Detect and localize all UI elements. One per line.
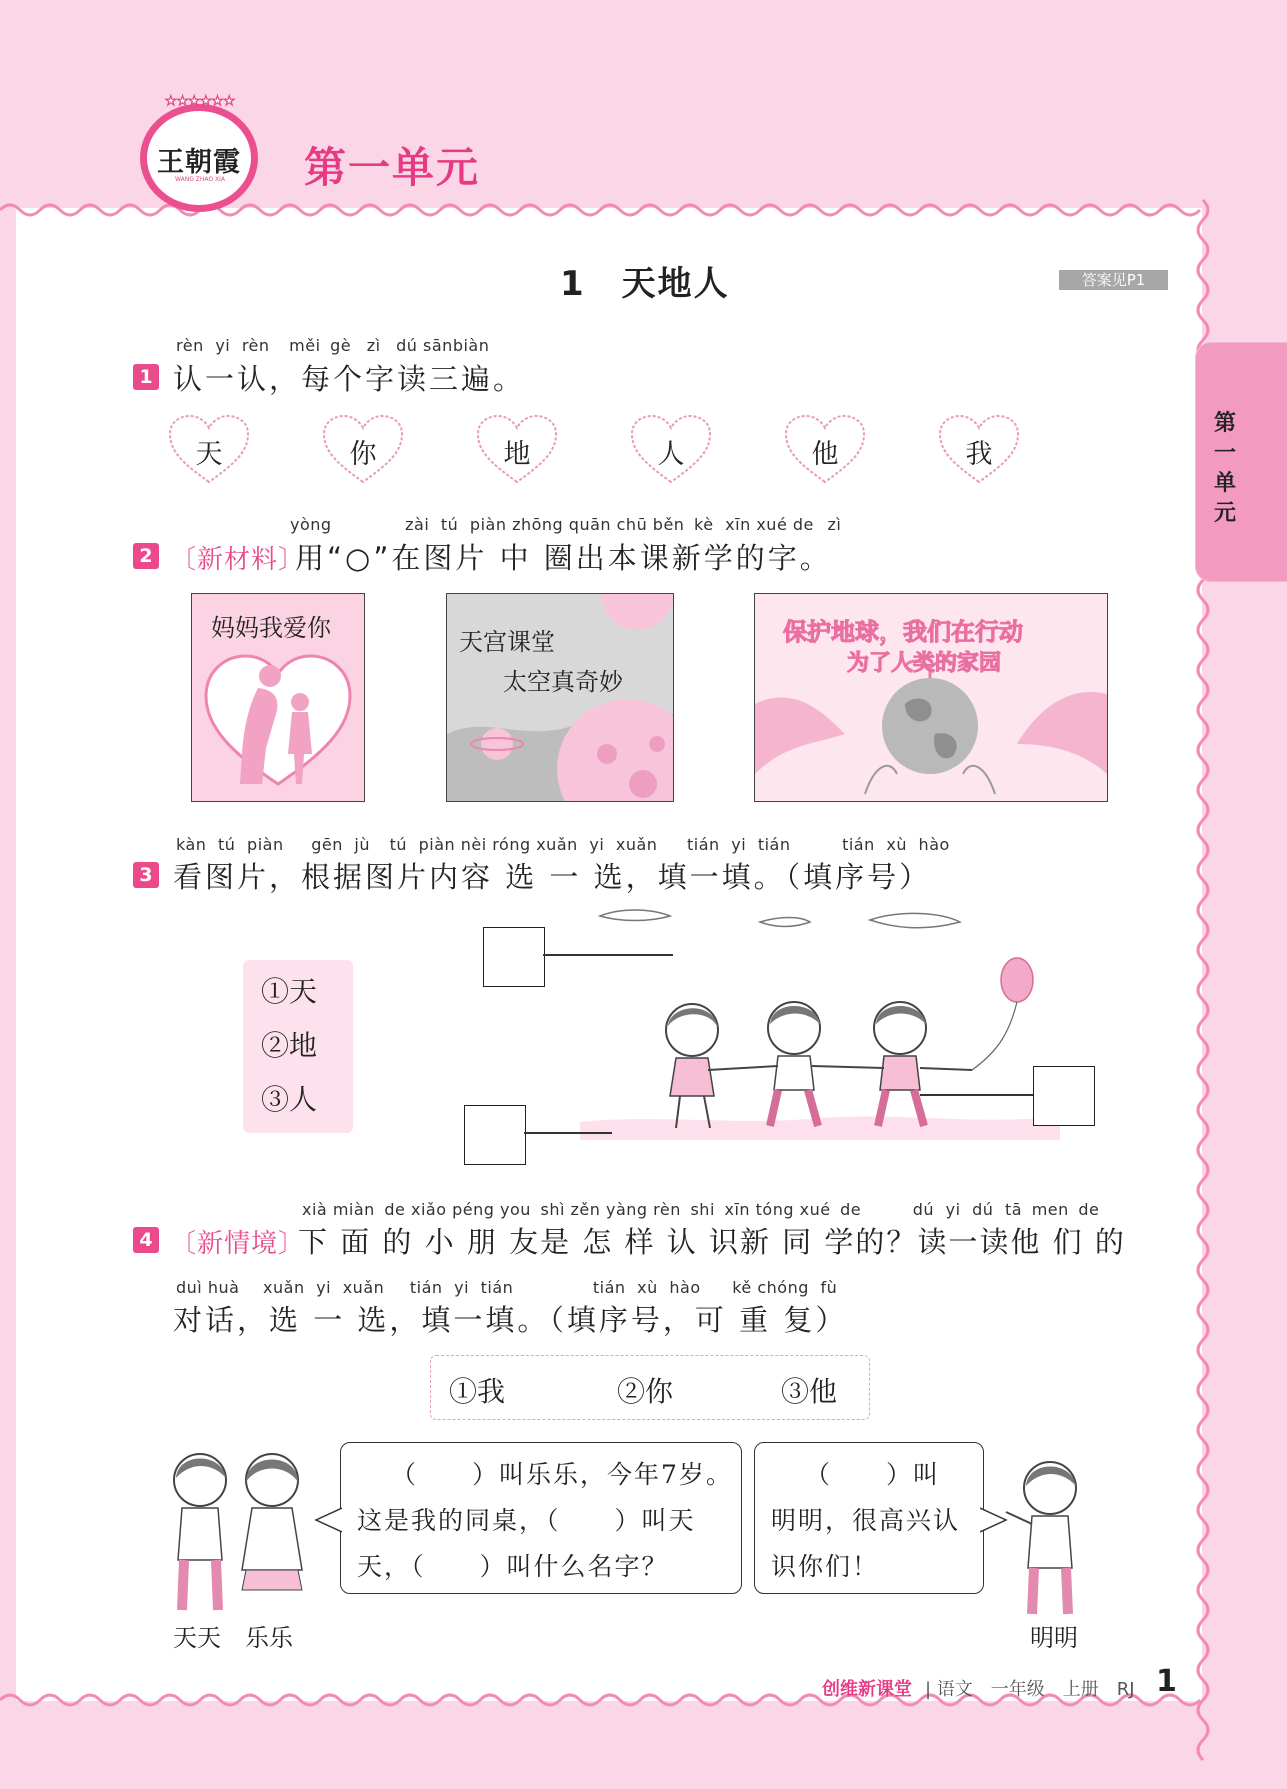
choice-wo: ①我 xyxy=(449,1375,506,1408)
choice-box xyxy=(430,1355,870,1420)
heart-char: 我 xyxy=(965,439,993,470)
choice-ni: ②你 xyxy=(617,1375,674,1408)
heart-char: 天 xyxy=(195,439,223,470)
heart-card xyxy=(320,412,406,486)
picture-line-2: 太空真奇妙 xyxy=(503,668,623,696)
page-number: 1 xyxy=(1156,1664,1177,1699)
picture-protect-earth xyxy=(754,593,1108,802)
heart-char: 他 xyxy=(811,439,839,470)
q3-text: 看图片，根据图片内容 选 一 选，填一填。（填序号） xyxy=(173,860,932,894)
side-tab xyxy=(1195,342,1287,582)
q1-text: 认一认，每个字读三遍。 xyxy=(173,362,526,396)
q2-pinyin: yòng zài tú piàn zhōng quān chū běn kè xīn xué de zì xyxy=(290,515,842,534)
heart-card xyxy=(474,412,560,486)
answer-box-person[interactable] xyxy=(1033,1066,1095,1126)
q2-number: 2 xyxy=(133,543,159,569)
q4-pinyin-line1: xià miàn de xiǎo péng you shì zěn yàng rèn shi xīn tóng xué de dú yi dú tā men de xyxy=(302,1200,1100,1219)
mother-child-illustration xyxy=(200,644,356,794)
options-box xyxy=(243,960,353,1133)
pointer-line-ground xyxy=(524,1132,612,1134)
picture-space-class xyxy=(446,593,674,802)
lesson-title: 1 天地人 xyxy=(560,264,730,304)
mingming-illustration xyxy=(996,1448,1096,1618)
picture-caption: 妈妈我爱你 xyxy=(211,614,331,642)
bubble-right-line-1: （ ）叫 xyxy=(805,1460,941,1489)
footer-brand: 创维新课堂 xyxy=(822,1679,912,1700)
bubble-right-line-3: 识你们！ xyxy=(771,1552,880,1581)
q1-pinyin: rèn yi rèn měi gè zì dú sānbiàn xyxy=(176,336,490,355)
q4-number: 4 xyxy=(133,1227,159,1253)
q4-pinyin-line2: duì huà xuǎn yi xuǎn tián yi tián tián xù hào kě chóng fù xyxy=(176,1278,838,1297)
bubble-left-line-1: （ ）叫乐乐，今年7岁。 xyxy=(391,1460,733,1489)
logo-stars: ★★★★★★ xyxy=(165,94,235,109)
heart-char: 你 xyxy=(349,439,377,470)
heart-card xyxy=(628,412,714,486)
heart-card xyxy=(166,412,252,486)
picture-line-1: 天宫课堂 xyxy=(459,628,555,656)
name-mingming: 明明 xyxy=(1030,1624,1078,1652)
unit-title: 第一单元 xyxy=(304,143,481,192)
bubble-right-line-2: 明明，很高兴认 xyxy=(771,1506,961,1535)
picture-line-1: 保护地球，我们在行动 xyxy=(783,618,1023,646)
answer-box-ground[interactable] xyxy=(464,1105,526,1165)
option-di: ②地 xyxy=(261,1029,318,1062)
children-scene-illustration xyxy=(580,900,1100,1160)
bubble-left-tail xyxy=(314,1506,342,1534)
q4-text-line2: 对话，选 一 选，填一填。（填序号，可 重 复） xyxy=(173,1303,848,1337)
logo-subtitle: WANG ZHAO XIA xyxy=(175,176,225,183)
q2-tag: 〔新材料〕 xyxy=(170,545,306,575)
heart-card xyxy=(782,412,868,486)
option-tian: ①天 xyxy=(261,975,318,1008)
side-tab-label: 第一单元 xyxy=(1214,411,1237,526)
q3-pinyin: kàn tú piàn gēn jù tú piàn nèi róng xuǎn yi xuǎn tián yi tián tián xù hào xyxy=(176,835,950,854)
pointer-line-person xyxy=(920,1094,1033,1096)
q4-tag: 〔新情境〕 xyxy=(170,1229,306,1259)
q4-text-line1: 下 面 的 小 朋 友是 怎 样 认 识新 同 学的？读一读他 们 的 xyxy=(298,1225,1126,1259)
heart-card xyxy=(936,412,1022,486)
heart-char: 地 xyxy=(503,439,531,470)
picture-line-2: 为了人类的家园 xyxy=(847,651,1002,676)
heart-char: 人 xyxy=(657,439,685,470)
picture-mother-love xyxy=(191,593,365,802)
footer-details: | 语文 一年级 上册 RJ xyxy=(925,1679,1135,1700)
answer-reference: 答案见P1 xyxy=(1059,270,1168,290)
bubble-left-line-2: 这是我的同桌，（ ）叫天 xyxy=(357,1506,696,1535)
option-ren: ③人 xyxy=(261,1083,318,1116)
bubble-left-line-3: 天，（ ）叫什么名字？ xyxy=(357,1552,669,1581)
q2-text: 用“○”在图片 中 圈出本课新学的字。 xyxy=(295,541,832,575)
name-tiantian-lele: 天天 乐乐 xyxy=(173,1624,293,1652)
speech-bubble-right xyxy=(754,1442,984,1594)
logo-text: 王朝霞 xyxy=(157,147,241,178)
q1-number: 1 xyxy=(133,364,159,390)
q3-number: 3 xyxy=(133,862,159,888)
tiantian-lele-illustration xyxy=(160,1440,320,1620)
answer-box-sky[interactable] xyxy=(483,927,545,987)
speech-bubble-left xyxy=(340,1442,742,1594)
pointer-line-sky xyxy=(543,954,673,956)
choice-ta: ③他 xyxy=(781,1375,838,1408)
